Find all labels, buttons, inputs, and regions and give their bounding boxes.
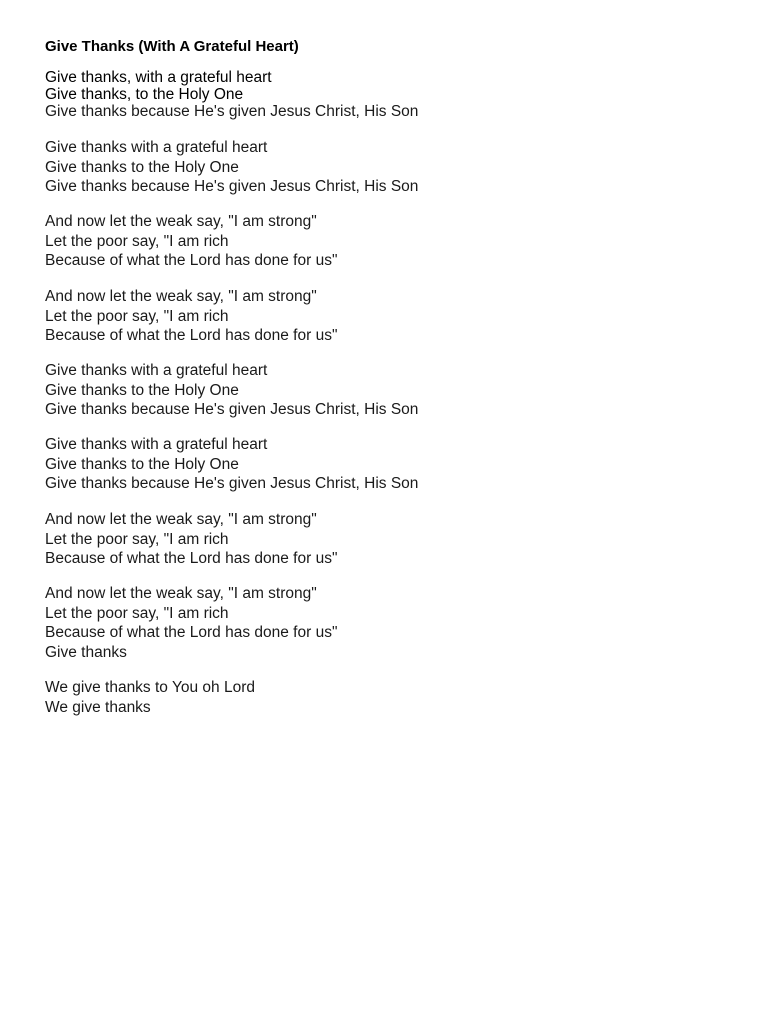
stanza-7	[45, 510, 337, 569]
lyric-line: And now let the weak say, "I am strong"	[45, 511, 317, 528]
lyric-line: Give thanks, to the Holy One	[45, 85, 244, 103]
lyric-line: Give thanks	[45, 643, 127, 661]
lyric-line: Give thanks with a grateful heart	[45, 139, 268, 156]
lyric-line: We give thanks	[45, 698, 151, 716]
stanza-8	[45, 584, 337, 662]
lyric-line: And now let the weak say, "I am strong"	[45, 585, 317, 602]
lyric-line: Let the poor say, "I am rich	[45, 604, 229, 622]
stanza-5	[45, 361, 418, 420]
stanza-3	[45, 212, 337, 271]
lyric-line: Let the poor say, "I am rich	[45, 530, 229, 548]
lyric-line: Give thanks with a grateful heart	[45, 362, 268, 379]
lyric-line: We give thanks to You oh Lord	[45, 679, 255, 696]
document-title: Give Thanks (With A Grateful Heart)	[45, 38, 299, 55]
stanza-1	[45, 70, 418, 120]
lyric-line: Give thanks because He's given Jesus Christ, His Son	[45, 102, 419, 120]
stanza-2	[45, 138, 418, 197]
lyric-line: Let the poor say, "I am rich	[45, 232, 229, 250]
lyric-line: Give thanks to the Holy One	[45, 455, 239, 473]
lyric-line: And now let the weak say, "I am strong"	[45, 213, 317, 230]
lyric-line: Because of what the Lord has done for us"	[45, 624, 338, 642]
lyric-line: Give thanks with a grateful heart	[45, 436, 268, 453]
lyric-line: Give thanks, with a grateful heart	[45, 69, 272, 86]
stanza-9	[45, 678, 255, 717]
lyric-line: Because of what the Lord has done for us"	[45, 252, 338, 270]
lyric-line: Give thanks because He's given Jesus Christ, His Son	[45, 475, 419, 493]
lyric-line: Because of what the Lord has done for us"	[45, 550, 338, 568]
stanza-6	[45, 435, 418, 494]
lyric-line: Give thanks to the Holy One	[45, 381, 239, 399]
lyric-line: Let the poor say, "I am rich	[45, 307, 229, 325]
lyric-line: Give thanks because He's given Jesus Christ, His Son	[45, 178, 419, 196]
lyric-line: Because of what the Lord has done for us"	[45, 327, 338, 345]
lyric-line: Give thanks because He's given Jesus Christ, His Son	[45, 401, 419, 419]
stanza-4	[45, 287, 337, 346]
lyric-line: And now let the weak say, "I am strong"	[45, 288, 317, 305]
lyric-line: Give thanks to the Holy One	[45, 158, 239, 176]
